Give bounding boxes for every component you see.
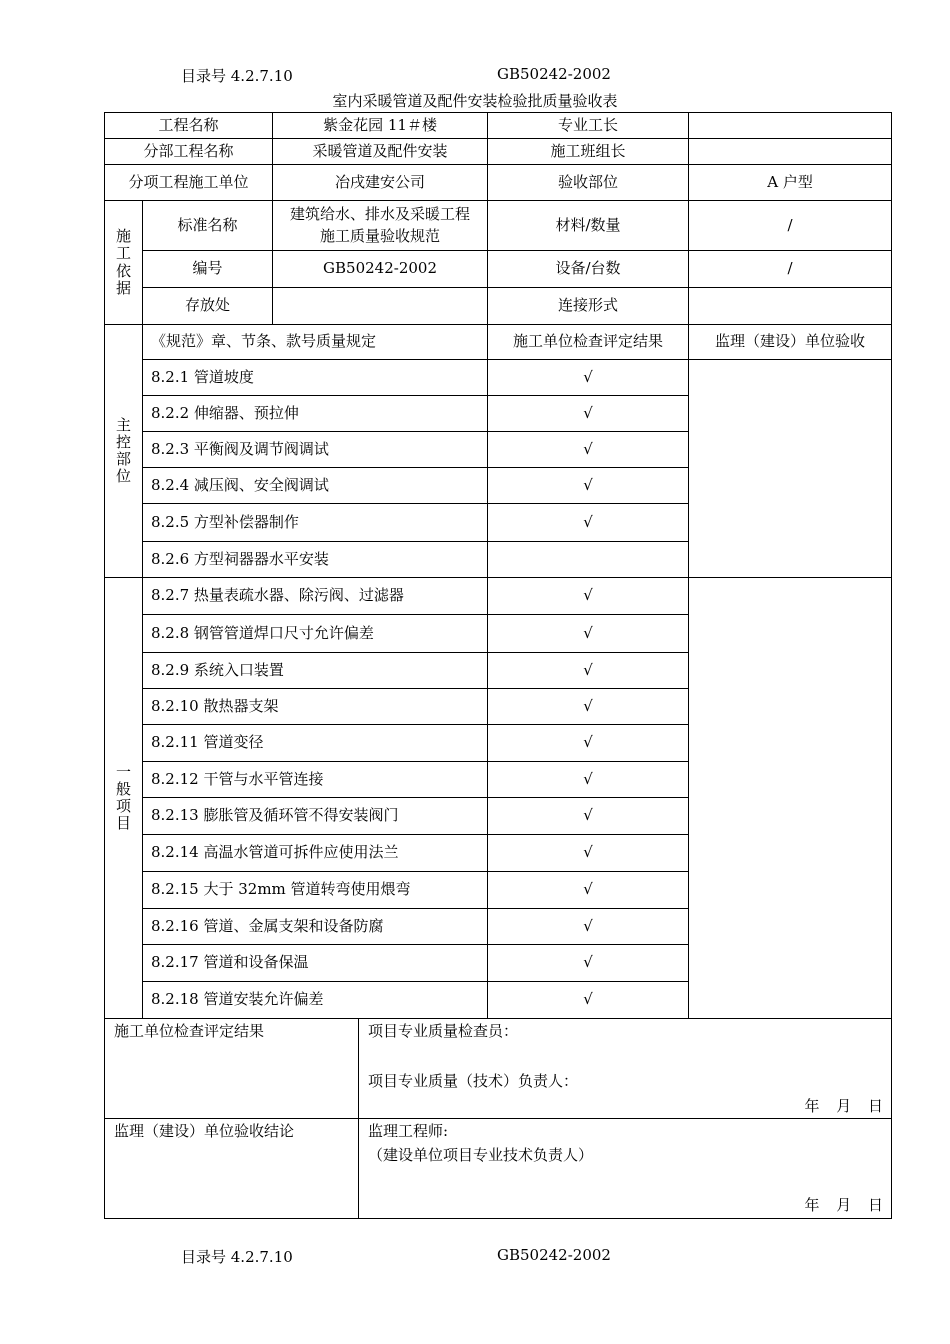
item-text: 8.2.13 膨胀管及循环管不得安装阀门 (143, 798, 488, 835)
location-value: A 户型 (689, 165, 892, 201)
item-result: √ (488, 360, 689, 396)
equipment-value: / (689, 251, 892, 288)
owner-responsible-label: （建设单位项目专业技术负责人） (368, 1146, 594, 1164)
table-row (105, 360, 892, 396)
code-label: 编号 (143, 251, 273, 288)
contractor-date: 年 月 日 (804, 1097, 884, 1115)
item-text: 8.2.8 钢管管道焊口尺寸允许偏差 (143, 615, 488, 653)
std-name-value (273, 201, 488, 251)
item-result: √ (488, 689, 689, 725)
contractor-conclusion-label-cell (105, 1019, 359, 1119)
inspection-form-table (104, 112, 892, 1219)
basis-group-char: 工 (115, 244, 131, 263)
general-group-char: 项 (115, 797, 131, 815)
foreman-value (689, 113, 892, 139)
spec-column-header: 《规范》章、节条、款号质量规定 (143, 325, 488, 360)
main-group-char: 部 (115, 450, 131, 468)
item-text: 8.2.17 管道和设备保温 (143, 945, 488, 982)
item-result: √ (488, 762, 689, 798)
item-result: √ (488, 835, 689, 872)
basis-row-2 (105, 251, 892, 288)
footer-standard-code: GB50242-2002 (497, 1246, 611, 1264)
item-text: 8.2.1 管道坡度 (143, 360, 488, 396)
supervisor-signature-cell (359, 1119, 892, 1219)
storage-value (273, 288, 488, 325)
code-value: GB50242-2002 (273, 251, 488, 288)
general-group-label (105, 578, 143, 1019)
contractor-signature-cell (359, 1019, 892, 1119)
main-group-label (105, 325, 143, 578)
form-title: 室内采暖管道及配件安装检验批质量验收表 (332, 92, 618, 110)
item-result: √ (488, 945, 689, 982)
supervisor-column-header: 监理（建设）单位验收 (689, 325, 892, 360)
general-supervisor-cell (689, 578, 892, 1019)
material-label: 材料/数量 (488, 201, 689, 251)
item-text: 8.2.10 散热器支架 (143, 689, 488, 725)
item-text: 8.2.7 热量表疏水器、除污阀、过滤器 (143, 578, 488, 615)
equipment-label: 设备/台数 (488, 251, 689, 288)
main-group-char: 位 (115, 467, 131, 486)
item-result: √ (488, 909, 689, 945)
quality-inspector-label: 项目专业质量检查员： (368, 1022, 519, 1040)
contractor-column-header: 施工单位检查评定结果 (488, 325, 689, 360)
subproject-value: 采暖管道及配件安装 (273, 139, 488, 165)
item-text: 8.2.12 干管与水平管连接 (143, 762, 488, 798)
catalog-number: 目录号 4.2.7.10 (181, 67, 293, 85)
item-result: √ (488, 468, 689, 504)
info-row-2 (105, 139, 892, 165)
std-name-label: 标准名称 (143, 201, 273, 251)
main-group-char: 控 (115, 432, 131, 451)
item-result: √ (488, 725, 689, 762)
basis-group-char: 依 (115, 261, 131, 280)
connection-label: 连接形式 (488, 288, 689, 325)
std-name-line2: 施工质量验收规范 (320, 226, 441, 245)
item-text: 8.2.14 高温水管道可拆件应使用法兰 (143, 835, 488, 872)
project-name-label: 工程名称 (105, 113, 273, 139)
basis-group-char: 据 (115, 278, 131, 297)
basis-row-3 (105, 288, 892, 325)
general-group-char: 一 (115, 762, 131, 781)
item-result: √ (488, 578, 689, 615)
item-text: 8.2.9 系统入口装置 (143, 653, 488, 689)
item-result: √ (488, 872, 689, 909)
footer-catalog-number: 目录号 4.2.7.10 (181, 1248, 293, 1266)
location-label: 验收部位 (488, 165, 689, 201)
item-text: 8.2.15 大于 32mm 管道转弯使用煨弯 (143, 872, 488, 909)
contractor-conclusion-row (105, 1019, 892, 1119)
item-result: √ (488, 653, 689, 689)
project-name-value: 紫金花园 11＃楼 (273, 113, 488, 139)
storage-label: 存放处 (143, 288, 273, 325)
foreman-label: 专业工长 (488, 113, 689, 139)
info-row-1 (105, 113, 892, 139)
subproject-label: 分部工程名称 (105, 139, 273, 165)
unit-label: 分项工程施工单位 (105, 165, 273, 201)
main-supervisor-cell (689, 360, 892, 578)
item-result: √ (488, 432, 689, 468)
item-text: 8.2.5 方型补偿器制作 (143, 504, 488, 542)
table-row (105, 578, 892, 615)
std-name-line1: 建筑给水、排水及采暖工程 (290, 204, 471, 223)
material-value: / (689, 201, 892, 251)
item-text: 8.2.18 管道安装允许偏差 (143, 982, 488, 1019)
contractor-conclusion-label: 施工单位检查评定结果 (114, 1022, 265, 1040)
supervisor-conclusion-label-cell (105, 1119, 359, 1219)
quality-responsible-label: 项目专业质量（技术）负责人： (368, 1072, 579, 1090)
supervisor-conclusion-row (105, 1119, 892, 1219)
item-text: 8.2.3 平衡阀及调节阀调试 (143, 432, 488, 468)
item-result: √ (488, 615, 689, 653)
main-group-char: 主 (115, 415, 131, 434)
supervisor-conclusion-label: 监理（建设）单位验收结论 (114, 1122, 295, 1140)
item-result (488, 542, 689, 578)
item-result: √ (488, 798, 689, 835)
team-leader-label: 施工班组长 (488, 139, 689, 165)
item-result: √ (488, 396, 689, 432)
connection-value (689, 288, 892, 325)
item-text: 8.2.11 管道变径 (143, 725, 488, 762)
unit-value: 冶戌建安公司 (273, 165, 488, 201)
item-text: 8.2.4 减压阀、安全阀调试 (143, 468, 488, 504)
column-header-row (105, 325, 892, 360)
basis-group-label (105, 201, 143, 325)
info-row-3 (105, 165, 892, 201)
item-result: √ (488, 982, 689, 1019)
basis-row-1 (105, 201, 892, 251)
basis-group-char: 施 (115, 227, 131, 245)
item-result: √ (488, 504, 689, 542)
item-text: 8.2.16 管道、金属支架和设备防腐 (143, 909, 488, 945)
item-text: 8.2.6 方型祠器器水平安装 (143, 542, 488, 578)
supervising-engineer-label: 监理工程师: (368, 1122, 449, 1140)
general-group-char: 目 (115, 814, 131, 833)
standard-code: GB50242-2002 (497, 65, 611, 83)
general-group-char: 般 (115, 779, 131, 798)
item-text: 8.2.2 伸缩器、预拉伸 (143, 396, 488, 432)
supervisor-date: 年 月 日 (804, 1196, 884, 1214)
team-leader-value (689, 139, 892, 165)
